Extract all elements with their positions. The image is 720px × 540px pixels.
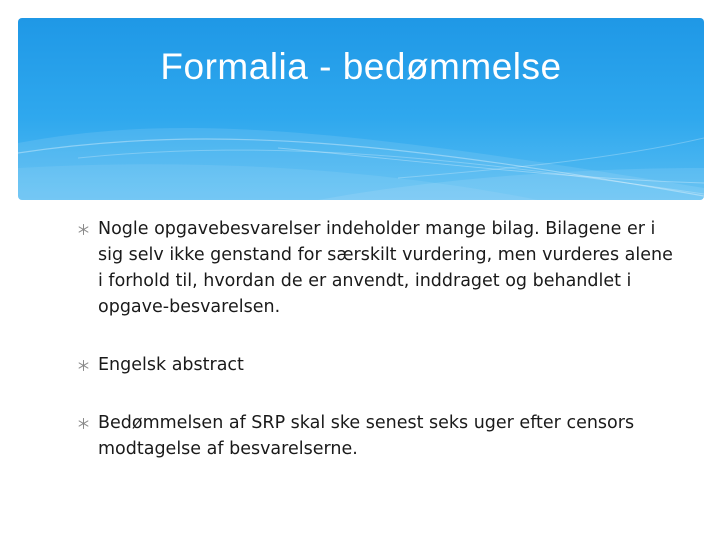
bullet-list — [76, 216, 676, 494]
bullet-item — [76, 410, 676, 462]
bullet-item — [76, 216, 676, 320]
bullet-item — [76, 352, 676, 378]
bullet-text: Bedømmelsen af SRP skal ske senest seks uger efter censors modtagelse af besvarelserne. — [98, 413, 635, 459]
asterisk-icon — [76, 352, 90, 378]
slide-title: Formalia - bedømmelse — [160, 46, 562, 87]
asterisk-icon — [76, 216, 90, 242]
bullet-text: Engelsk abstract — [98, 355, 244, 375]
bullet-text: Nogle opgavebesvarelser indeholder mange bilag. Bilagene er i sig selv ikke genstand for særskilt vurdering, men vurderes alene i forhold til, hvordan de er anvendt, inddraget og behandlet i opgave-besvarelsen. — [98, 219, 673, 317]
asterisk-icon — [76, 410, 90, 436]
